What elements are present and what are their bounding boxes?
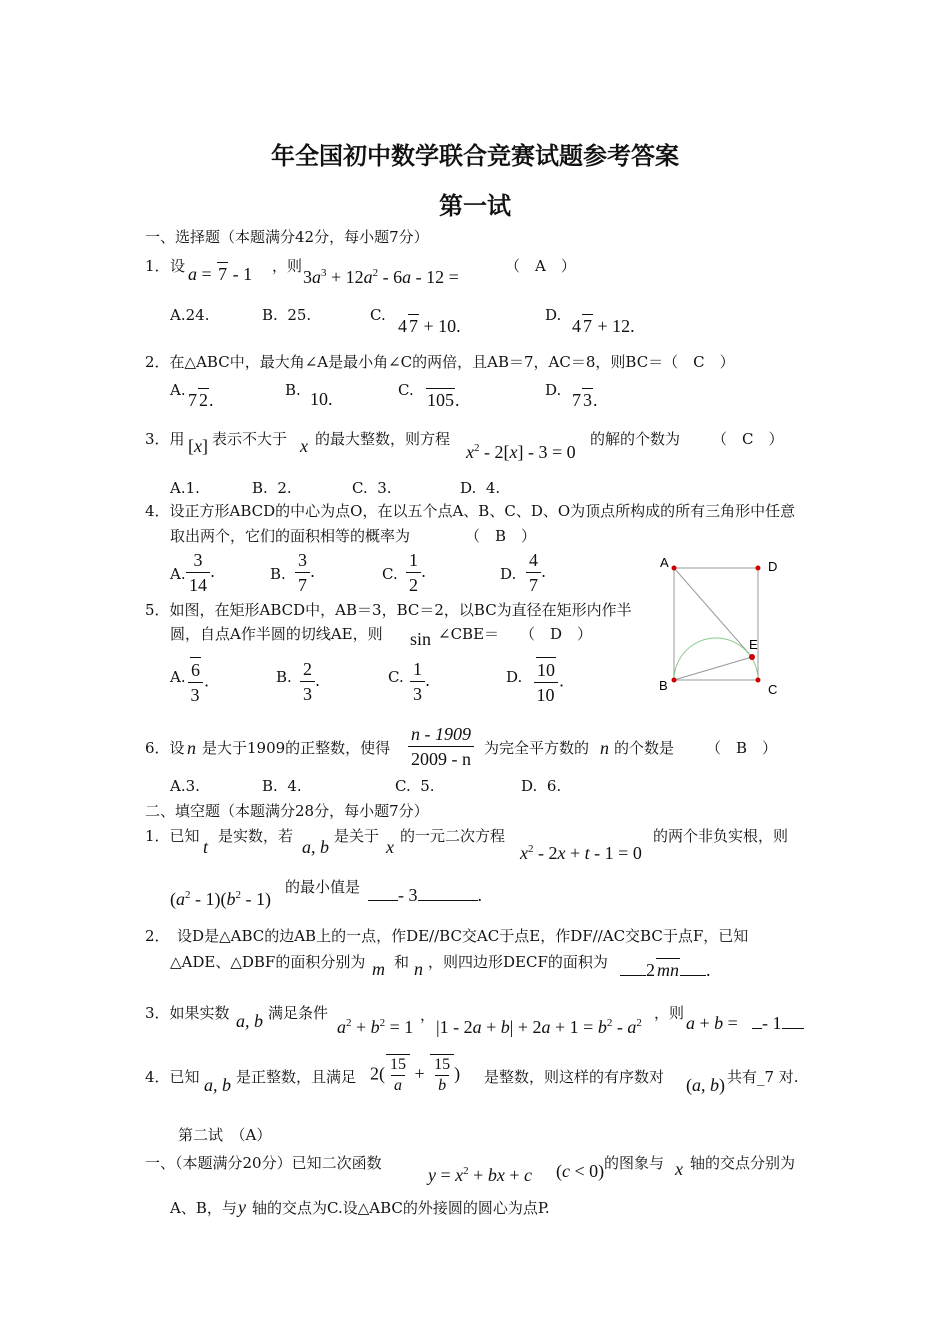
question-1-expression: $3a^3 + 12a^2 - 6a - 12$ = xyxy=(303,267,459,287)
fill-1-answer: - 3 . xyxy=(368,884,482,906)
problem-1-text-c: 轴的交点分别为 xyxy=(690,1154,796,1172)
label-a: A xyxy=(660,555,669,570)
fill-3-answer: - 1 xyxy=(752,1012,804,1034)
point-d xyxy=(756,566,761,571)
fill-1-equation: $x^2 - 2x + t - 1 = 0$ xyxy=(520,843,642,863)
fill-3-text-a: 3．如果实数 xyxy=(145,1004,230,1022)
q4-option-b-label: B. xyxy=(270,565,286,583)
q2-option-b-label: B. xyxy=(285,381,301,399)
problem-1-text-d: A、B，与 xyxy=(170,1199,237,1217)
problem-1-text-e: 轴的交点为C.设△ABC的外接圆的圆心为点P. xyxy=(252,1199,550,1217)
section-heading-second-test: 第二试 （A） xyxy=(178,1126,272,1144)
rectangle-figure xyxy=(650,550,790,700)
q1-option-c-label: C. xyxy=(370,306,386,324)
fill-4-text-c: 是整数，则这样的有序数对 xyxy=(484,1068,665,1086)
question-6-text-b: 是大于1909的正整数，使得 xyxy=(202,739,391,757)
problem-1-function: $y = x^2$ + bx + c xyxy=(428,1165,532,1185)
fill-1-text-d: 的一元二次方程 xyxy=(400,827,506,845)
q4-option-c-label: C. xyxy=(382,565,398,583)
fill-4-pair: (a, b) xyxy=(686,1075,725,1095)
q4-option-d-fraction: $\frac{4}{7}$ . xyxy=(526,548,546,597)
fill-1-text-f: 的最小值是 xyxy=(285,878,361,896)
question-3-text-c: 的解的个数为 xyxy=(590,430,681,448)
problem-1-var-y: y xyxy=(238,1197,246,1217)
fill-2-text-b: 和 xyxy=(394,953,410,971)
question-5-line-2: 圆，自点A作半圆的切线AE，则 xyxy=(170,625,383,643)
label-d: D xyxy=(768,559,778,574)
q4-option-a-fraction: $\frac{3}{14}$ . xyxy=(186,548,215,597)
q3-option-a: A.1. xyxy=(170,479,200,497)
problem-1-text-a: 一、（本题满分20分）已知二次函数 xyxy=(145,1154,382,1172)
q5-option-b-fraction: $\frac{2}{3}$ . xyxy=(300,657,320,706)
page-subtitle: 第一试 xyxy=(439,192,511,220)
problem-1-text-b: 的图象与 xyxy=(604,1154,665,1172)
question-3-text-b: 的最大整数，则方程 xyxy=(315,430,451,448)
fill-3-text-c: ，则 xyxy=(654,1004,685,1022)
label-c: C xyxy=(768,682,778,697)
q5-option-d-fraction: $\frac{10}{10}$ . xyxy=(532,657,564,707)
q2-option-b-value: 10. xyxy=(310,389,333,409)
q3-option-b: B. 2. xyxy=(252,479,292,497)
q2-option-a-value: 7 2. xyxy=(188,390,214,410)
question-1-answer: （ A ） xyxy=(505,257,576,275)
question-1-given: a = 7 - 1 xyxy=(188,264,253,284)
fill-2-line-1: 2． 设D是△ABC的边AB上的一点，作DE//BC交AC于点E，作DF//AC交BC于点F，已知 xyxy=(145,927,749,945)
fill-4-text-d: 共有_7 对. xyxy=(727,1068,799,1086)
section-heading-fill: 二、填空题（本题满分28分，每小题7分） xyxy=(145,802,429,820)
q1-option-c-value: 4 7 + 10. xyxy=(398,316,461,336)
fill-1-text-b: 是实数，若 xyxy=(218,827,294,845)
question-6-var-n: n xyxy=(187,738,196,758)
q1-option-b: B. 25. xyxy=(262,306,312,324)
question-1-then: ，则 xyxy=(272,257,303,275)
page-title: 年全国初中数学联合竞赛试题参考答案 xyxy=(271,142,679,170)
section-heading-choice: 一、选择题（本题满分42分，每小题7分） xyxy=(145,228,429,246)
fill-1-expression: $(a^2 - 1)(b^2 - 1)$ xyxy=(170,889,271,909)
q4-option-d-label: D. xyxy=(500,565,517,583)
label-b: B xyxy=(659,678,668,693)
problem-1-var-x: x xyxy=(675,1159,683,1179)
q5-option-a-label: A. xyxy=(170,668,186,686)
q6-option-d: D. 6. xyxy=(521,777,562,795)
q6-option-c: C. 5. xyxy=(395,777,435,795)
question-6-text-a: 6．设 xyxy=(145,739,185,757)
point-e xyxy=(749,654,755,660)
problem-1-condition: (c < 0) xyxy=(556,1161,605,1181)
fill-4-text-b: 是正整数，且满足 xyxy=(236,1068,357,1086)
question-3-answer: （ C ） xyxy=(712,430,784,448)
q3-option-c: C. 3. xyxy=(352,479,392,497)
question-1-number: 1． xyxy=(145,257,170,275)
label-e: E xyxy=(749,637,758,652)
question-2-text: 2．在△ABC中，最大角∠A是最小角∠C的两倍，且AB＝7，AC＝8，则BC＝（ C ） xyxy=(145,353,735,371)
question-6-text-d: 的个数是 xyxy=(614,739,675,757)
point-b xyxy=(672,678,677,683)
point-a xyxy=(672,566,677,571)
question-3-number: 3．用 xyxy=(145,430,185,448)
tangent-line-ae xyxy=(674,568,752,657)
fill-3-comma: ， xyxy=(420,1006,436,1024)
question-6-answer: （ B ） xyxy=(706,739,778,757)
question-3-equation: $x^2 - 2[x] - 3 = 0$ xyxy=(466,442,576,462)
fill-3-text-b: 满足条件 xyxy=(268,1004,329,1022)
question-6-fraction: $\frac{n - 1909}{2009 - n}$ xyxy=(408,722,474,771)
fill-4-expression: 2( $\frac{15}{a}$ + $\frac{15}{b}$ ) xyxy=(370,1056,461,1094)
q4-option-c-fraction: $\frac{1}{2}$ . xyxy=(406,548,426,597)
q5-option-a-fraction: $\frac{6}{3}$ . xyxy=(186,657,209,707)
question-4-answer: （ B ） xyxy=(465,527,537,545)
question-5-angle: ∠CBE＝ xyxy=(438,625,500,643)
question-6-text-c: 为完全平方数的 xyxy=(484,739,590,757)
question-3-var: x xyxy=(300,436,308,456)
q5-option-d-label: D. xyxy=(506,668,523,686)
question-1-prefix: 设 xyxy=(170,257,186,275)
q2-option-a-label: A. xyxy=(170,381,186,399)
fill-1-text-a: 1．已知 xyxy=(145,827,200,845)
question-5-sin: sin xyxy=(410,629,432,649)
q6-option-a: A.3. xyxy=(170,777,200,795)
q2-option-d-label: D. xyxy=(545,381,562,399)
fill-2-answer: 2 mn . xyxy=(620,958,711,981)
fill-3-expression: a + b = xyxy=(686,1013,738,1033)
fill-2-text-c: ，则四边形DECF的面积为 xyxy=(428,953,608,971)
fill-1-text-e: 的两个非负实根，则 xyxy=(653,827,789,845)
fill-2-var-n: n xyxy=(414,959,423,979)
q1-option-d-value: 4 7 + 12. xyxy=(572,316,635,336)
q2-option-d-value: 7 3. xyxy=(572,390,598,410)
q2-option-c-label: C. xyxy=(398,381,414,399)
question-5-line-1: 5．如图，在矩形ABCD中，AB＝3，BC＝2，以BC为直径在矩形内作半 xyxy=(145,601,632,619)
fill-2-var-m: m xyxy=(372,959,385,979)
fill-4-text-a: 4．已知 xyxy=(145,1068,200,1086)
q2-option-c-value: 105. xyxy=(427,390,460,410)
q5-option-c-label: C. xyxy=(388,668,404,686)
question-6-var-n-2: n xyxy=(600,738,609,758)
fill-1-var-t: t xyxy=(203,837,209,857)
fill-2-text-a: △ADE、△DBF的面积分别为 xyxy=(170,953,366,971)
fill-3-vars-ab: a, b xyxy=(236,1011,263,1031)
fill-1-var-x: x xyxy=(386,837,394,857)
q3-option-d: D. 4. xyxy=(460,479,501,497)
q1-option-d-label: D. xyxy=(545,306,562,324)
question-4-line-2: 取出两个，它们的面积相等的概率为 xyxy=(170,527,411,545)
fill-3-condition-1: $a^2 + b^2 = 1$ xyxy=(337,1017,414,1037)
question-4-line-1: 4．设正方形ABCD的中心为点O，在以五个点A、B、C、D、O为顶点所构成的所有三角形中任意 xyxy=(145,502,796,520)
q5-option-b-label: B. xyxy=(276,668,292,686)
fill-1-vars-ab: a, b xyxy=(302,837,329,857)
rectangle-abcd xyxy=(674,568,758,680)
q6-option-b: B. 4. xyxy=(262,777,302,795)
q4-option-b-fraction: $\frac{3}{7}$ . xyxy=(295,548,315,597)
fill-3-condition-2: $|1 - 2a + b| + 2a + 1 = b^2 - a^2$ xyxy=(436,1017,642,1037)
question-3-text-a: 表示不大于 xyxy=(212,430,288,448)
point-c xyxy=(756,678,761,683)
line-be xyxy=(674,657,752,680)
q1-option-a: A.24. xyxy=(170,306,210,324)
fill-1-text-c: 是关于 xyxy=(334,827,380,845)
question-5-answer: （ D ） xyxy=(520,625,593,643)
q4-option-a-label: A. xyxy=(170,565,186,583)
fill-4-vars-ab: a, b xyxy=(204,1075,231,1095)
question-3-floor: [x] xyxy=(188,436,208,456)
q5-option-c-fraction: $\frac{1}{3}$ . xyxy=(410,657,430,706)
